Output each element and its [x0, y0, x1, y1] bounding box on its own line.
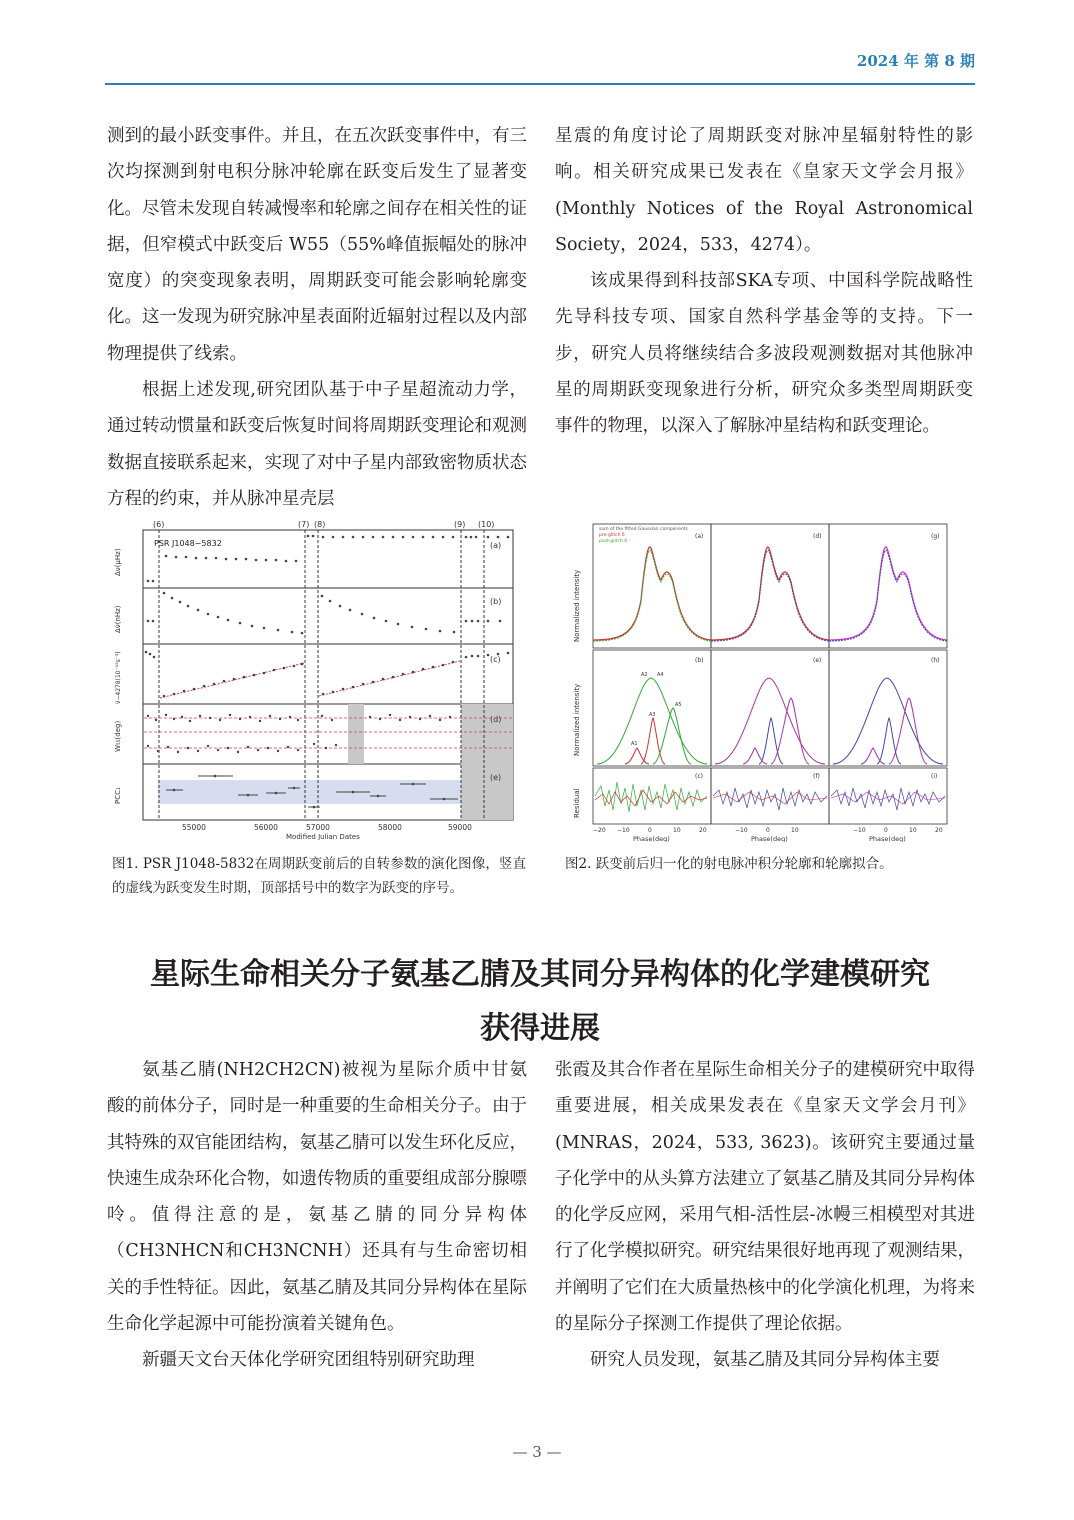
- panel-label: (a): [695, 533, 704, 540]
- x-tick: 0: [648, 827, 652, 834]
- component-label: A2: [641, 672, 648, 678]
- component-label: A1: [631, 741, 638, 747]
- x-tick: −10: [617, 827, 630, 834]
- x-tick: 20: [935, 827, 943, 834]
- panel-label: (i): [931, 773, 938, 780]
- source-label: PSR J1048−5832: [154, 539, 222, 548]
- panel-label: (h): [931, 657, 940, 664]
- panel-label: (d): [490, 715, 502, 724]
- glitch-label: (10): [478, 520, 495, 529]
- paragraph: 测到的最小跃变事件。并且，在五次跃变事件中，有三次均探测到射电积分脉冲轮廓在跃变后发生了显著变化。尽管未发现自转减慢率和轮廓之间存在相关性的证据，但窄模式中跃变后 W55（55%峰值振幅处的脉冲宽度）的突变现象表明，周期跃变可能会影响轮廓变化。这一发现为研究脉冲星表面附近辐射过程以及内部物理提供了线索。: [107, 126, 527, 364]
- x-tick: 55000: [182, 823, 206, 832]
- figure2-caption: 图2. 跃变前后归一化的射电脉冲积分轮廓和轮廓拟合。: [565, 856, 893, 872]
- article2-right-column: [555, 1052, 975, 1379]
- component-label: A5: [675, 702, 682, 708]
- glitch-label: (7): [298, 520, 310, 529]
- y-axis-label: Δν̇(nHz): [114, 605, 122, 633]
- panel-label: (e): [813, 657, 822, 664]
- glitch-label: (9): [454, 520, 466, 529]
- y-axis-label: PCC₁: [114, 787, 122, 804]
- x-tick: 10: [909, 827, 917, 834]
- x-tick: 59000: [448, 823, 472, 832]
- article2-left-column: [107, 1052, 527, 1379]
- paragraph: 张霞及其合作者在星际生命相关分子的建模研究中取得重要进展，相关成果发表在《皇家天文学会月刊》(MNRAS，2024，533, 3623)。该研究主要通过量子化学中的从头算方法建立了氨基乙腈及其同分异构体的化学反应网，采用气相-活性层-冰幔三相模型对其进行了化学模拟研究。研究结果很好地再现了观测结果，并阐明了它们在大质量热核中的化学演化机理，为将来的星际分子探测工作提供了理论依据。: [555, 1060, 975, 1335]
- panel-label: (c): [695, 773, 703, 780]
- figure1-glitch-plot: [108, 518, 526, 840]
- y-axis-label: Normalized intensity: [573, 683, 581, 756]
- legend-entry: sum of the fitted Gaussian components: [599, 527, 688, 532]
- panel-label: (c): [490, 655, 501, 664]
- x-tick: 0: [884, 827, 888, 834]
- y-axis-label: ν̈−4278(10⁻¹⁵s⁻³): [115, 651, 122, 704]
- article1-left-column: [107, 118, 527, 517]
- x-tick: 10: [791, 827, 799, 834]
- paragraph: 星震的角度讨论了周期跃变对脉冲星辐射特性的影响。相关研究成果已发表在《皇家天文学会月报》(Monthly Notices of the Royal Astronomical Society，2024，533，4274）。: [555, 126, 973, 255]
- x-axis-label: Phase(deg): [751, 835, 788, 842]
- x-axis-label: Phase(deg): [633, 835, 670, 842]
- panel-label: (g): [931, 533, 940, 540]
- x-tick: 56000: [254, 823, 278, 832]
- x-tick: −10: [735, 827, 748, 834]
- article2-title: [105, 948, 975, 1056]
- x-tick: 10: [673, 827, 681, 834]
- page-number: — 3 —: [512, 1443, 562, 1461]
- y-axis-label: W₅₅(deg): [114, 720, 122, 752]
- panel-label: (f): [813, 773, 820, 780]
- component-label: A3: [649, 712, 656, 718]
- title-line: 获得进展: [480, 1011, 600, 1046]
- panel-label: (b): [695, 657, 704, 664]
- panel-label: (d): [813, 533, 822, 540]
- panel-label: (e): [490, 773, 502, 782]
- y-axis-label: Residual: [573, 788, 581, 818]
- x-tick: −20: [593, 827, 606, 834]
- x-tick: 20: [699, 827, 707, 834]
- x-axis-label: Modified Julian Dates: [286, 833, 360, 840]
- glitch-label: (8): [314, 520, 326, 529]
- title-line: 星际生命相关分子氨基乙腈及其同分异构体的化学建模研究: [150, 957, 930, 992]
- glitch-label: (6): [153, 520, 165, 529]
- figure2-profile-plot: [565, 520, 975, 842]
- x-tick: 58000: [378, 823, 402, 832]
- panel-label: (a): [490, 541, 502, 550]
- y-axis-label: Normalized intensity: [573, 569, 581, 642]
- figure1-caption: 图1. PSR J1048-5832在周期跃变前后的自转参数的演化图像，竖直的虚线为跃变发生时期，顶部括号中的数字为跃变的序号。: [112, 856, 526, 896]
- paragraph: 研究人员发现，氨基乙腈及其同分异构体主要: [590, 1350, 940, 1371]
- legend-entry: pre-glitch 6: [599, 533, 625, 538]
- header-rule: [105, 83, 975, 85]
- legend-entry: post-glitch 6: [599, 539, 628, 544]
- paragraph: 新疆天文台天体化学研究团组特别研究助理: [142, 1350, 475, 1371]
- panel-label: (b): [490, 597, 502, 606]
- paragraph: 根据上述发现,研究团队基于中子星超流动力学，通过转动惯量和跃变后恢复时间将周期跃变理论和观测数据直接联系起来，实现了对中子星内部致密物质状态方程的约束，并从脉冲星壳层: [107, 380, 527, 509]
- paragraph: 该成果得到科技部SKA专项、中国科学院战略性先导科技专项、国家自然科学基金等的支持。下一步，研究人员将继续结合多波段观测数据对其他脉冲星的周期跃变现象进行分析，研究众多类型周期跃变事件的物理，以深入了解脉冲星结构和跃变理论。: [555, 271, 973, 437]
- x-tick: 57000: [306, 823, 330, 832]
- article1-right-column: [555, 118, 973, 445]
- y-axis-label: Δν(μHz): [114, 548, 122, 576]
- paragraph: 氨基乙腈(NH2CH2CN)被视为星际介质中甘氨酸的前体分子，同时是一种重要的生命相关分子。由于其特殊的双官能团结构，氨基乙腈可以发生环化反应，快速生成杂环化合物，如遗传物质的重要组成部分腺嘌呤。值得注意的是，氨基乙腈的同分异构体（CH3NHCN和CH3NCNH）还具有与生命密切相关的手性特征。因此，氨基乙腈及其同分异构体在星际生命化学起源中可能扮演着关键角色。: [107, 1060, 527, 1335]
- component-label: A4: [657, 672, 664, 678]
- x-axis-label: Phase(deg): [869, 835, 906, 842]
- x-tick: 0: [766, 827, 770, 834]
- issue-header: 2024 年 第 8 期: [856, 52, 975, 70]
- x-tick: −10: [853, 827, 866, 834]
